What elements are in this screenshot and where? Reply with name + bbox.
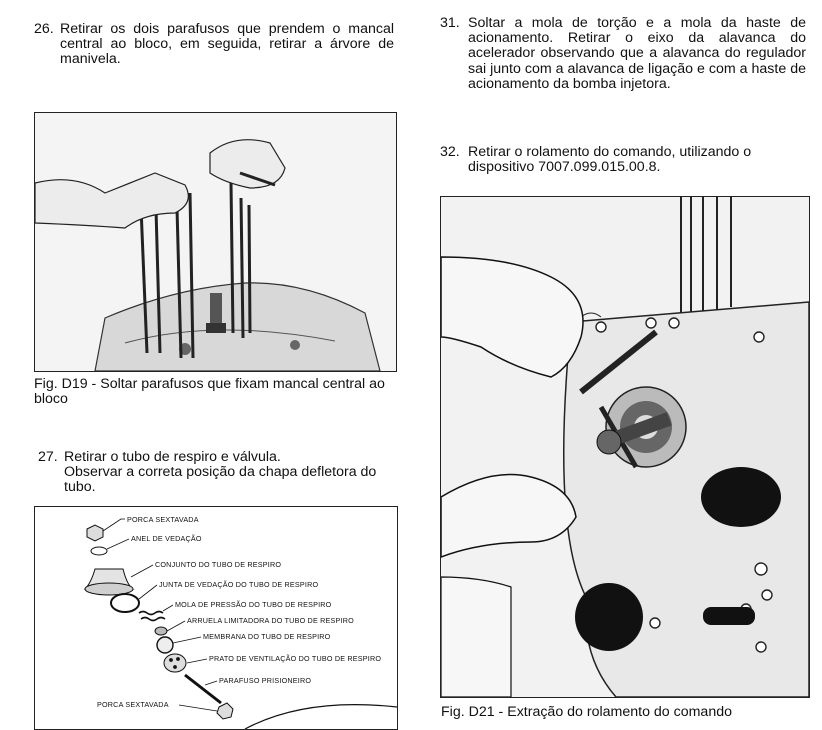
label-membrana: MEMBRANA DO TUBO DE RESPIRO: [203, 632, 331, 641]
label-porca-sextavada-top: PORCA SEXTAVADA: [127, 515, 199, 524]
figure-d21-photo: [440, 196, 810, 698]
step-text: Retirar os dois parafusos que prendem o mancal central ao bloco, em seguida, retirar a árvore de manivela.: [60, 21, 394, 68]
step-text-line2: Observar a correta posição da chapa defletora do tubo.: [64, 464, 377, 496]
step-number: 27.: [38, 449, 58, 465]
step-text-line1: Retirar o tubo de respiro e válvula.: [64, 449, 281, 465]
label-anel-vedacao: ANEL DE VEDAÇÃO: [131, 534, 202, 543]
label-conjunto-tubo-respiro: CONJUNTO DO TUBO DE RESPIRO: [155, 560, 282, 569]
label-porca-sextavada-bottom: PORCA SEXTAVADA: [97, 700, 169, 709]
step-text: Retirar o rolamento do comando, utilizando o dispositivo 7007.099.015.00.8.: [468, 144, 752, 176]
label-junta-vedacao: JUNTA DE VEDAÇÃO DO TUBO DE RESPIRO: [159, 580, 319, 589]
step-number: 32.: [440, 144, 460, 160]
figure-d19-photo: [34, 112, 397, 372]
label-parafuso-prisioneiro: PARAFUSO PRISIONEIRO: [219, 676, 312, 685]
label-arruela-limitadora: ARRUELA LIMITADORA DO TUBO DE RESPIRO: [187, 616, 354, 625]
label-prato-ventilacao: PRATO DE VENTILAÇÃO DO TUBO DE RESPIRO: [209, 654, 382, 663]
step-text: Soltar a mola de torção e a mola da haste de acionamento. Retirar o eixo da alavanca do acelerador observando que a alavanca do regulador sai junto com a alavanca de ligação e com a haste de acionamento da bomba injetora.: [468, 15, 806, 92]
figure-d19-caption: Fig. D19 - Soltar parafusos que fixam mancal central ao bloco: [34, 376, 385, 408]
step-number: 31.: [440, 15, 460, 31]
step-number: 26.: [34, 21, 54, 37]
label-mola-pressao: MOLA DE PRESSÃO DO TUBO DE RESPIRO: [175, 600, 332, 609]
figure-d21-caption: Fig. D21 - Extração do rolamento do comando: [441, 704, 732, 720]
hex-nut-top: [87, 525, 103, 541]
figure-d20-exploded-view: [34, 506, 398, 730]
